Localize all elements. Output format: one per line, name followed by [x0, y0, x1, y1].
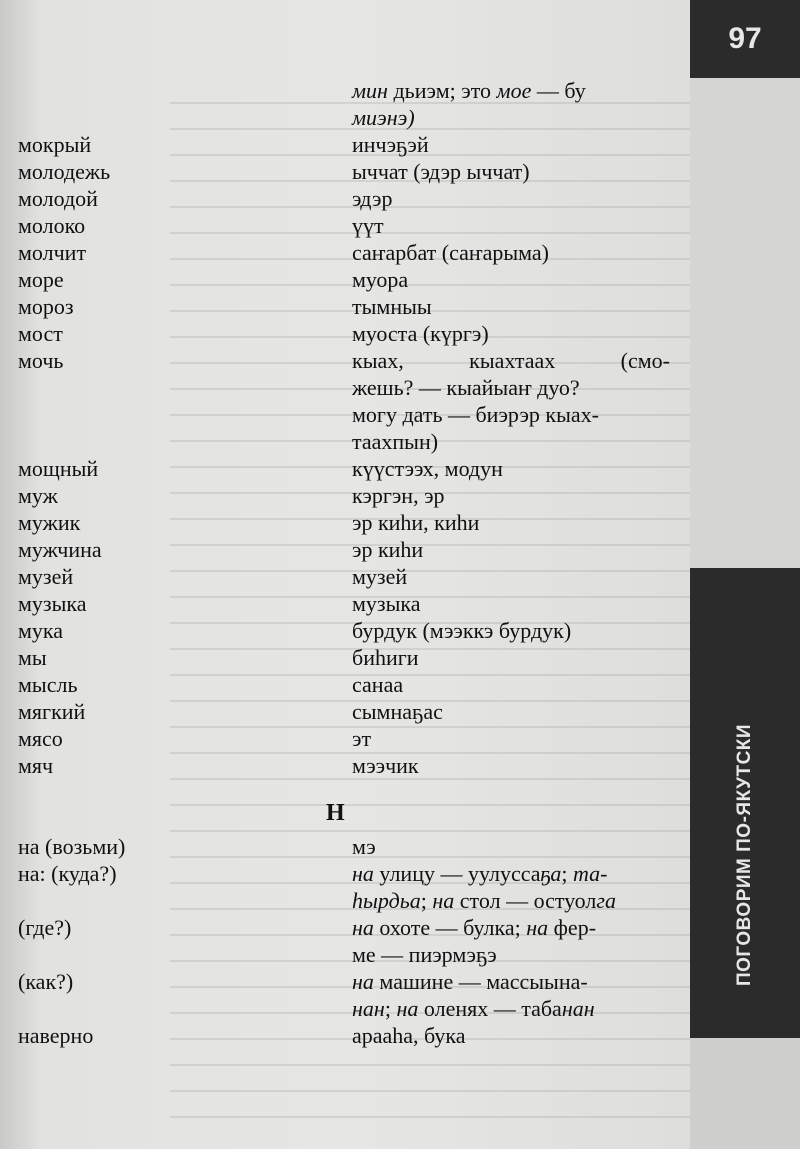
- translation: мэ: [352, 834, 376, 859]
- headword: мост: [18, 321, 63, 346]
- headword: на (возьми): [18, 834, 126, 859]
- headword: мощный: [18, 456, 99, 481]
- headword: мы: [18, 645, 47, 670]
- headword: музыка: [18, 591, 87, 616]
- headword: наверно: [18, 1023, 94, 1048]
- translation: кэргэн, эр: [352, 483, 445, 508]
- page-edge-bottom: [690, 1038, 800, 1149]
- headword: мочь: [18, 348, 64, 373]
- headword: молодой: [18, 186, 98, 211]
- headword: мясо: [18, 726, 63, 751]
- translation: ме — пиэрмэҕэ: [352, 942, 497, 967]
- translation: жешь? — кыайыаҥ дуо?: [352, 375, 580, 400]
- headword: (где?): [18, 915, 72, 940]
- translation: муора: [352, 267, 409, 292]
- side-tab-label: ПОГОВОРИМ ПО-ЯКУТСКИ: [734, 723, 755, 987]
- translation-continued: миэнэ): [352, 105, 415, 130]
- translation: могу дать — биэрэр кыах-: [352, 402, 599, 427]
- translation: на улицу — уулуссаҕа; та-: [352, 861, 608, 886]
- translation: тымныы: [352, 294, 432, 319]
- translation: муоста (күргэ): [352, 321, 489, 346]
- translation: бурдук (мээккэ бурдук): [352, 618, 572, 643]
- translation: нан; на оленях — табанан: [352, 996, 595, 1021]
- translation: эт: [352, 726, 372, 751]
- headword: мяч: [18, 753, 54, 778]
- translation: музыка: [352, 591, 421, 616]
- translation: арааһа, бука: [352, 1023, 466, 1048]
- translation: эдэр: [352, 186, 393, 211]
- translation: на охоте — булка; на фер-: [352, 915, 597, 940]
- translation: санаа: [352, 672, 404, 697]
- translation: эр киһи, киһи: [352, 510, 480, 535]
- headword: на: (куда?): [18, 861, 117, 886]
- headword: мокрый: [18, 132, 92, 157]
- headword: муж: [18, 483, 58, 508]
- headword: молчит: [18, 240, 87, 265]
- page-edge: [690, 78, 800, 568]
- headword: (как?): [18, 969, 74, 994]
- translation: на машине — массыына-: [352, 969, 588, 994]
- translation: үүт: [352, 213, 384, 238]
- headword: мука: [18, 618, 64, 643]
- headword: мягкий: [18, 699, 86, 724]
- translation: музей: [352, 564, 408, 589]
- translation: мээчик: [352, 753, 419, 778]
- translation: инчэҕэй: [352, 132, 429, 157]
- translation: кыах, кыахтаах (смо-: [352, 348, 670, 373]
- translation: таахпын): [352, 429, 439, 454]
- headword: мужик: [18, 510, 81, 535]
- translation: ыччат (эдэр ыччат): [352, 159, 530, 184]
- section-letter: Н: [326, 800, 345, 826]
- headword: мысль: [18, 672, 78, 697]
- page-number: 97: [690, 0, 800, 78]
- translation: биһиги: [352, 645, 419, 670]
- translation: сымнаҕас: [352, 699, 443, 724]
- translation: саҥарбат (саҥарыма): [352, 240, 550, 265]
- headword: молодежь: [18, 159, 111, 184]
- translation: күүстээх, модун: [352, 456, 503, 481]
- headword: мужчина: [18, 537, 102, 562]
- headword: музей: [18, 564, 74, 589]
- translation-continued: мин дьиэм; это мое — бу: [352, 78, 586, 103]
- headword: молоко: [18, 213, 86, 238]
- headword: море: [18, 267, 64, 292]
- headword: мороз: [18, 294, 74, 319]
- translation: һырдьа; на стол — остуолга: [352, 888, 616, 913]
- translation: эр киһи: [352, 537, 424, 562]
